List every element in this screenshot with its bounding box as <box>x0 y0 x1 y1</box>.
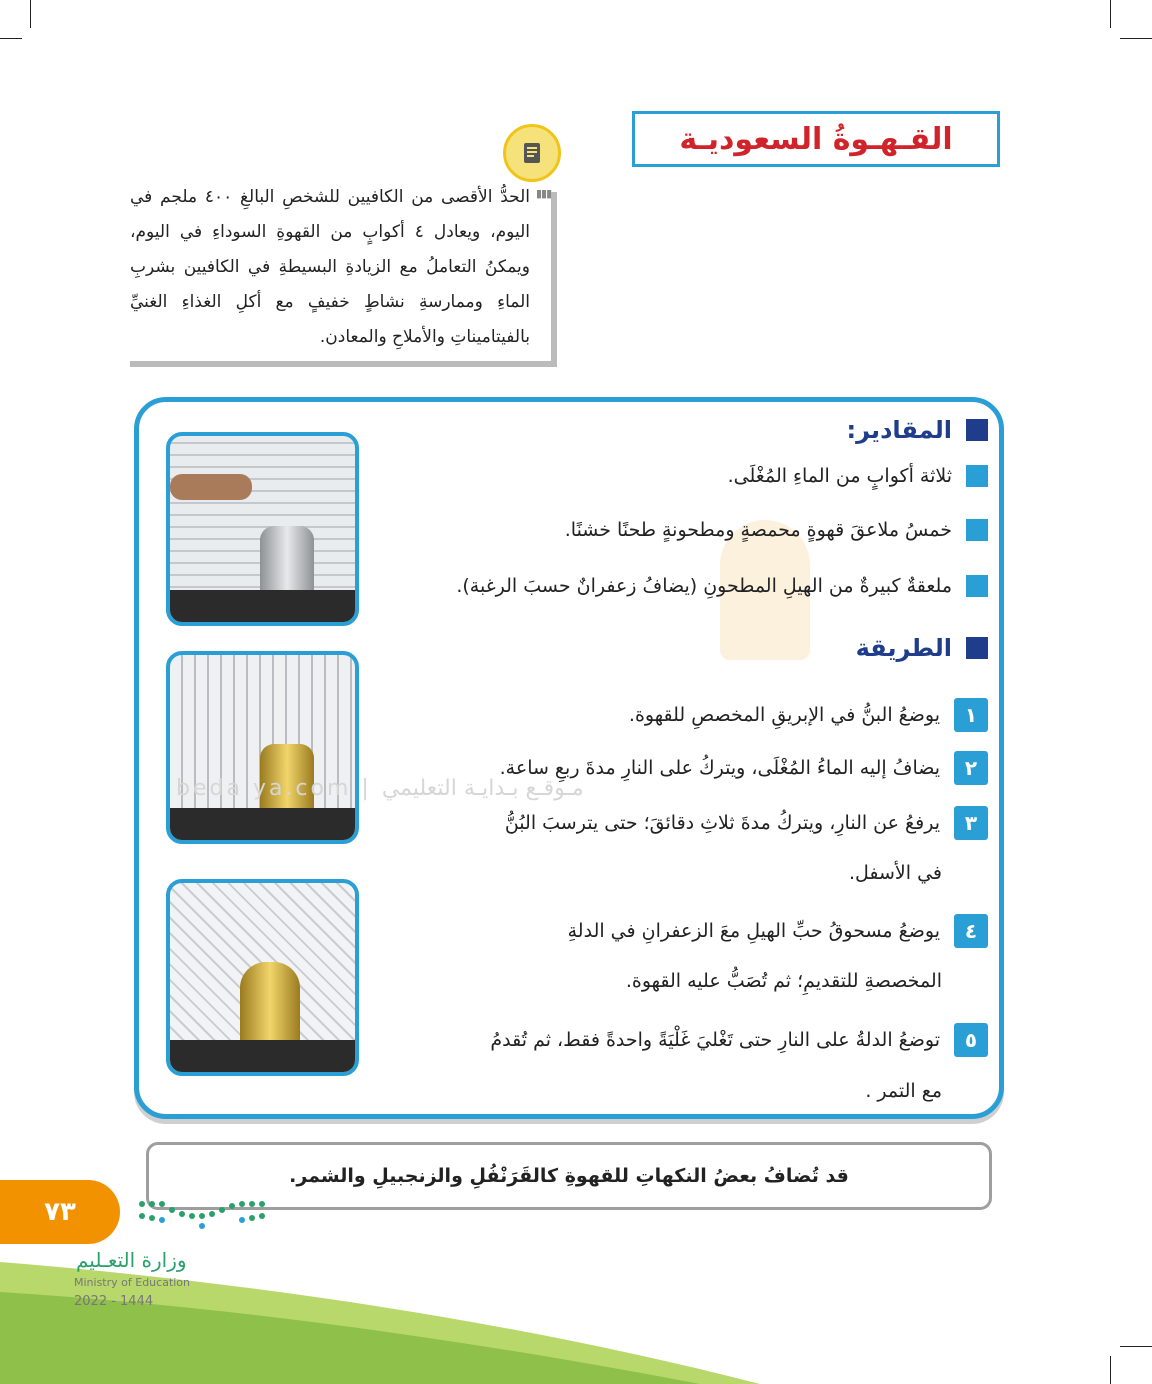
crop-mark <box>1120 38 1152 39</box>
photo-dallah <box>166 879 359 1076</box>
step-text: يوضعُ مسحوقُ حبِّ الهيلِ معَ الزعفرانِ في الدلةِ <box>567 920 940 942</box>
method-step <box>568 914 988 948</box>
ingredient-text: ملعقةٌ كبيرةٌ من الهيلِ المطحونِ (يضافُ زعفرانٌ حسبَ الرغبة). <box>456 575 952 597</box>
method-step <box>505 806 988 840</box>
note-bracket <box>130 361 557 367</box>
page-number: ٧٣ <box>44 1197 76 1227</box>
crop-mark <box>1110 1356 1111 1384</box>
method-step <box>629 698 988 732</box>
counter-shape <box>170 1040 355 1072</box>
crop-mark <box>1110 0 1111 28</box>
tip-box <box>146 1142 992 1210</box>
edition-year: 2022 - 1444 <box>74 1294 154 1309</box>
watermark-text: beda ya.com | مـوقـع بـدايـة التعليمي <box>176 776 584 801</box>
step-number: ٣ <box>954 806 988 840</box>
counter-shape <box>170 590 355 622</box>
method-heading <box>856 634 988 662</box>
step-number: ٢ <box>954 751 988 785</box>
heading-square <box>966 637 988 659</box>
ingredient-item <box>456 575 988 597</box>
heading-square <box>966 419 988 441</box>
ingredient-text: ثلاثة أكوابٍ من الماءِ المُغْلَى. <box>727 465 952 487</box>
step-number: ١ <box>954 698 988 732</box>
method-heading-text: الطريقة <box>855 634 952 662</box>
hand-shape <box>170 474 252 500</box>
note-bracket <box>551 192 557 367</box>
crop-mark <box>1120 1346 1152 1347</box>
step-text-continued: في الأسفل. <box>848 862 942 884</box>
page-title: القـهـوةُ السعوديـة <box>679 121 953 157</box>
step-number: ٥ <box>954 1023 988 1057</box>
notes-icon-glyph <box>517 138 547 168</box>
counter-shape <box>170 808 355 840</box>
dallah-shape <box>240 962 300 1052</box>
bullet-square <box>966 519 988 541</box>
step-text: توضعُ الدلةُ على النارِ حتى تَغْليَ غَلْيَةً واحدةً فقط، ثم تُقدمُ <box>490 1029 940 1051</box>
page-number-tab <box>0 1180 120 1244</box>
page-title-box <box>632 111 1000 167</box>
bullet-square <box>966 465 988 487</box>
ministry-logo-icon <box>136 1196 266 1230</box>
method-step <box>490 1023 988 1057</box>
ingredient-item <box>565 519 988 541</box>
ingredients-heading <box>847 416 988 444</box>
ingredient-text: خمسُ ملاعقَ قهوةٍ محمصةٍ ومطحونةٍ طحنًا خشنًا. <box>564 519 952 541</box>
step-text-continued: المخصصةِ للتقديمِ؛ ثم تُصَبُّ عليه القهوة. <box>625 970 942 992</box>
ministry-name-en: Ministry of Education <box>74 1276 191 1289</box>
step-text: يوضعُ البنُّ في الإبريقِ المخصصِ للقهوة. <box>628 704 940 726</box>
photo-brass-pot <box>166 651 359 844</box>
crop-mark <box>30 0 31 28</box>
note-bullet-marks: ▮▮▮ <box>536 187 552 200</box>
step-text-continued: مع التمر . <box>865 1080 942 1102</box>
photo-kettle-pouring <box>166 432 359 626</box>
bullet-square <box>966 575 988 597</box>
crop-mark <box>0 38 22 39</box>
ingredients-heading-text: المقادير: <box>846 416 952 444</box>
ingredient-item <box>728 465 988 487</box>
step-text: يرفعُ عن النارِ، ويتركُ مدةَ ثلاثِ دقائقَ؛ حتى يترسبَ البُنُّ <box>504 812 940 834</box>
step-text: يضافُ إليه الماءُ المُغْلَى، ويتركُ على النارِ مدةَ ربعِ ساعة. <box>499 757 940 779</box>
step-number: ٤ <box>954 914 988 948</box>
notes-icon <box>503 124 561 182</box>
caffeine-note: الحدُّ الأقصى من الكافيين للشخصِ البالغِ ٤٠٠ ملجم في اليوم، ويعادل ٤ أكوابٍ من القهوةِ السوداءِ في اليوم، ويمكنُ التعاملُ مع الزيادةِ البسيطةِ في الكافيين بشربِ الماءِ وممارسةِ نشاطٍ خفيفٍ مع أكلِ الغذاءِ الغنيِّ بالفيتاميناتِ والأملاحِ والمعادن. <box>130 187 530 347</box>
tip-text: قد تُضافُ بعضُ النكهاتِ للقهوةِ كالقَرَنْفُلِ والزنجبيلِ والشمر. <box>289 1165 849 1187</box>
ministry-name-ar: وزارة التعـليم <box>76 1248 187 1272</box>
